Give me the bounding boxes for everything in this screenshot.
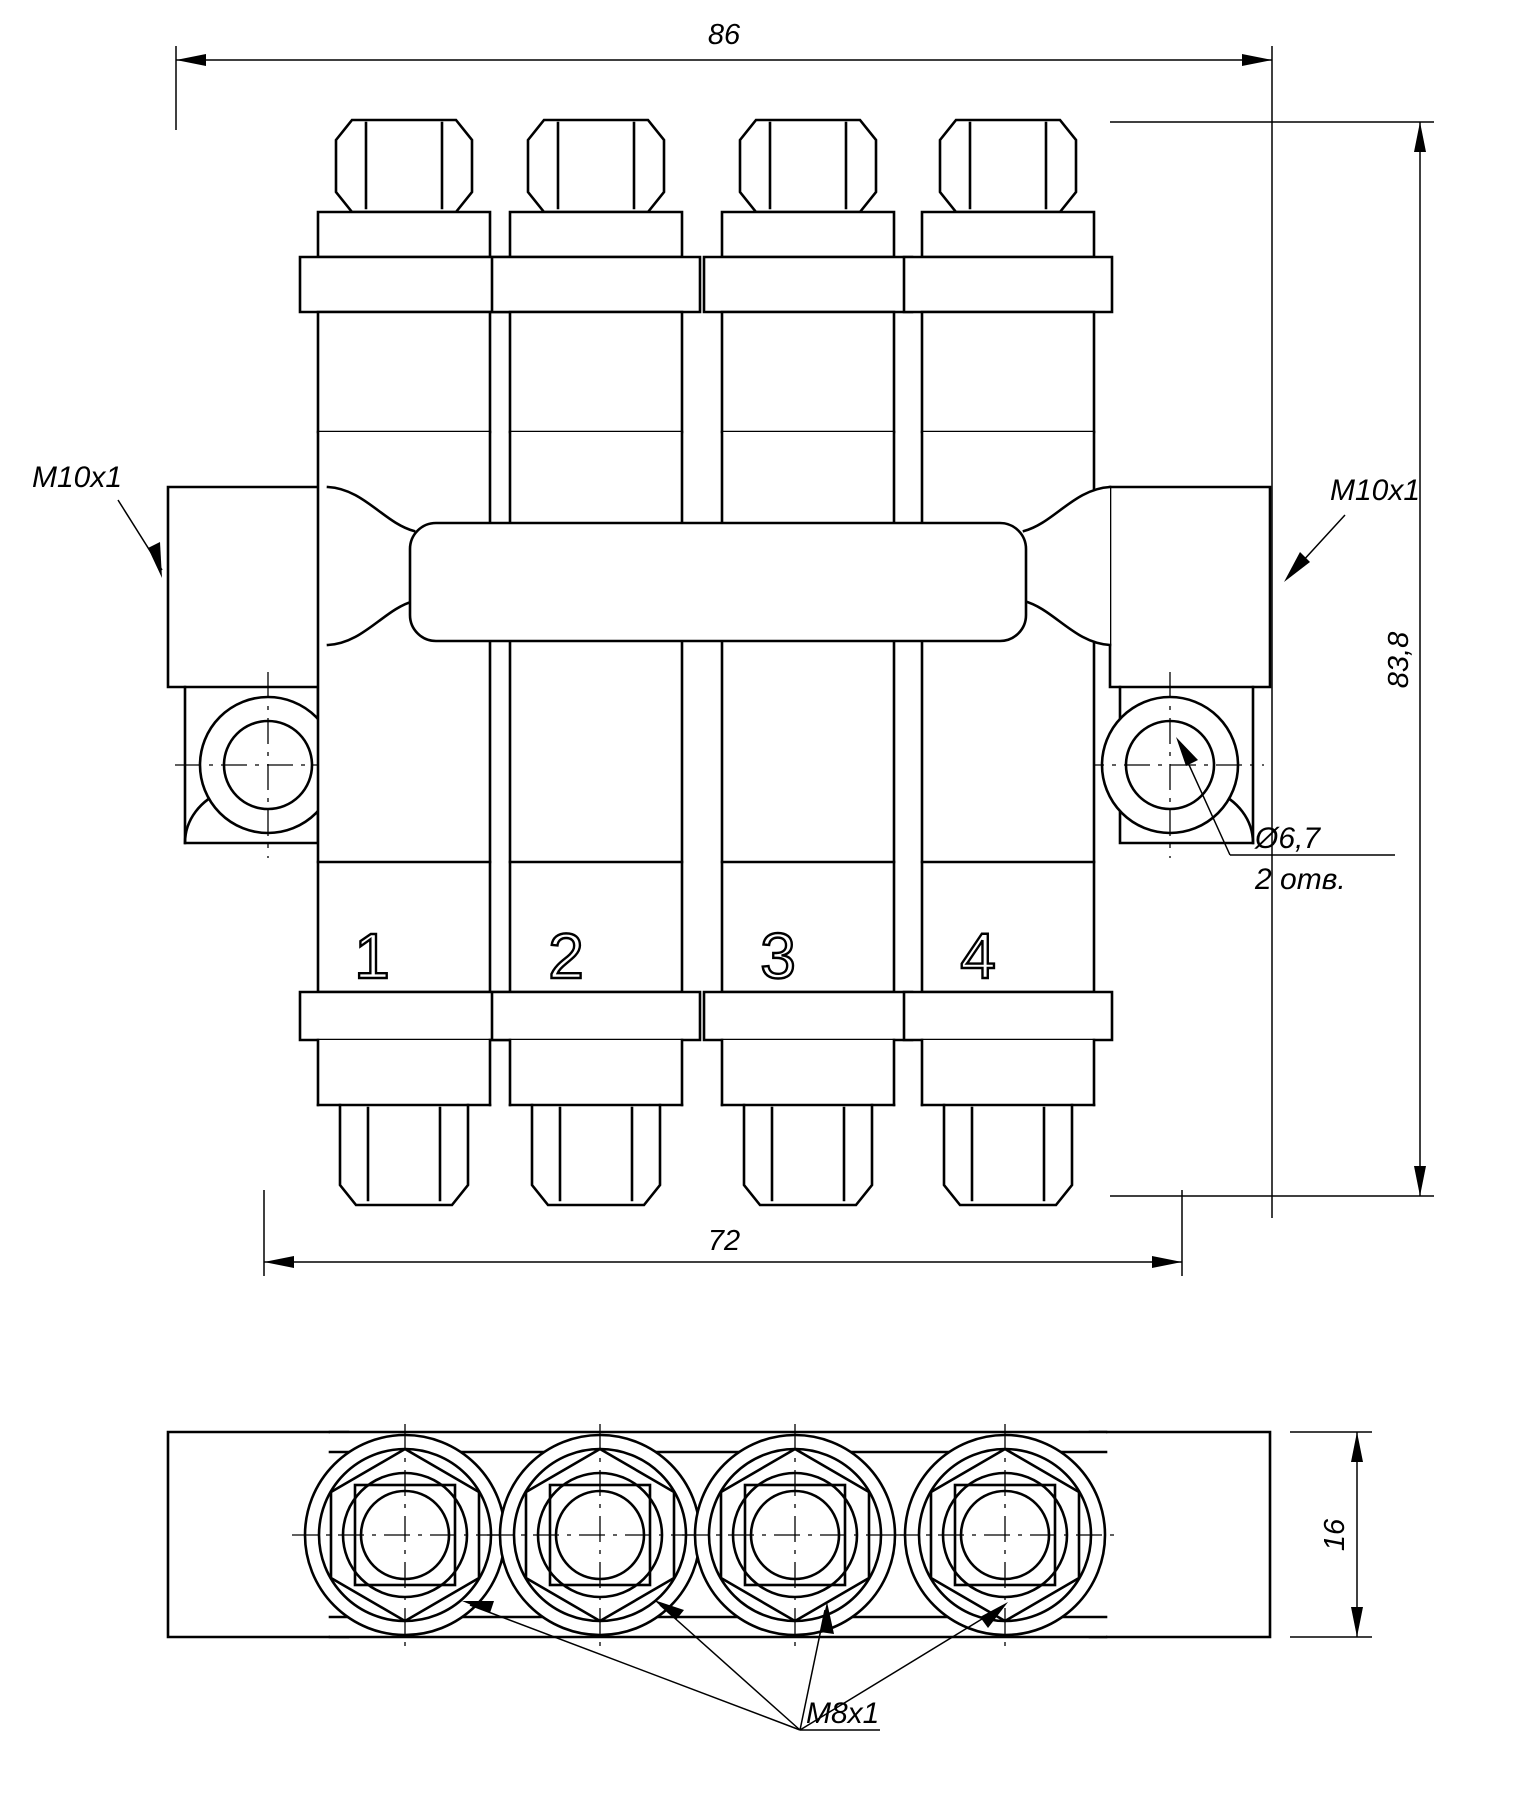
outlet-stack-2 [492, 120, 700, 1205]
dim-value-86: 86 [707, 19, 741, 51]
port-number-1: 1 [354, 920, 390, 992]
port-number-3: 3 [760, 920, 796, 992]
label-m10x1-right: M10x1 [1330, 474, 1421, 507]
callout-thread-left [32, 461, 162, 578]
outlet-stack-1 [300, 120, 508, 1205]
dim-value-72: 72 [707, 1225, 741, 1257]
port-number-4: 4 [960, 920, 996, 992]
top-view [168, 1424, 1372, 1730]
label-m10x1-left: M10x1 [32, 461, 123, 494]
label-hole-diameter: Ø6,7 [1255, 822, 1321, 855]
label-m8x1: M8x1 [806, 1697, 880, 1730]
outlet-stack-4 [904, 120, 1112, 1205]
label-hole-count: 2 отв. [1255, 863, 1346, 896]
port-number-2: 2 [548, 920, 584, 992]
outlet-stack-3 [704, 120, 912, 1205]
dim-value-838: 83,8 [1383, 631, 1415, 689]
callout-thread-right [1284, 474, 1420, 582]
dim-value-16: 16 [1319, 1518, 1351, 1552]
front-view [32, 46, 1434, 1276]
